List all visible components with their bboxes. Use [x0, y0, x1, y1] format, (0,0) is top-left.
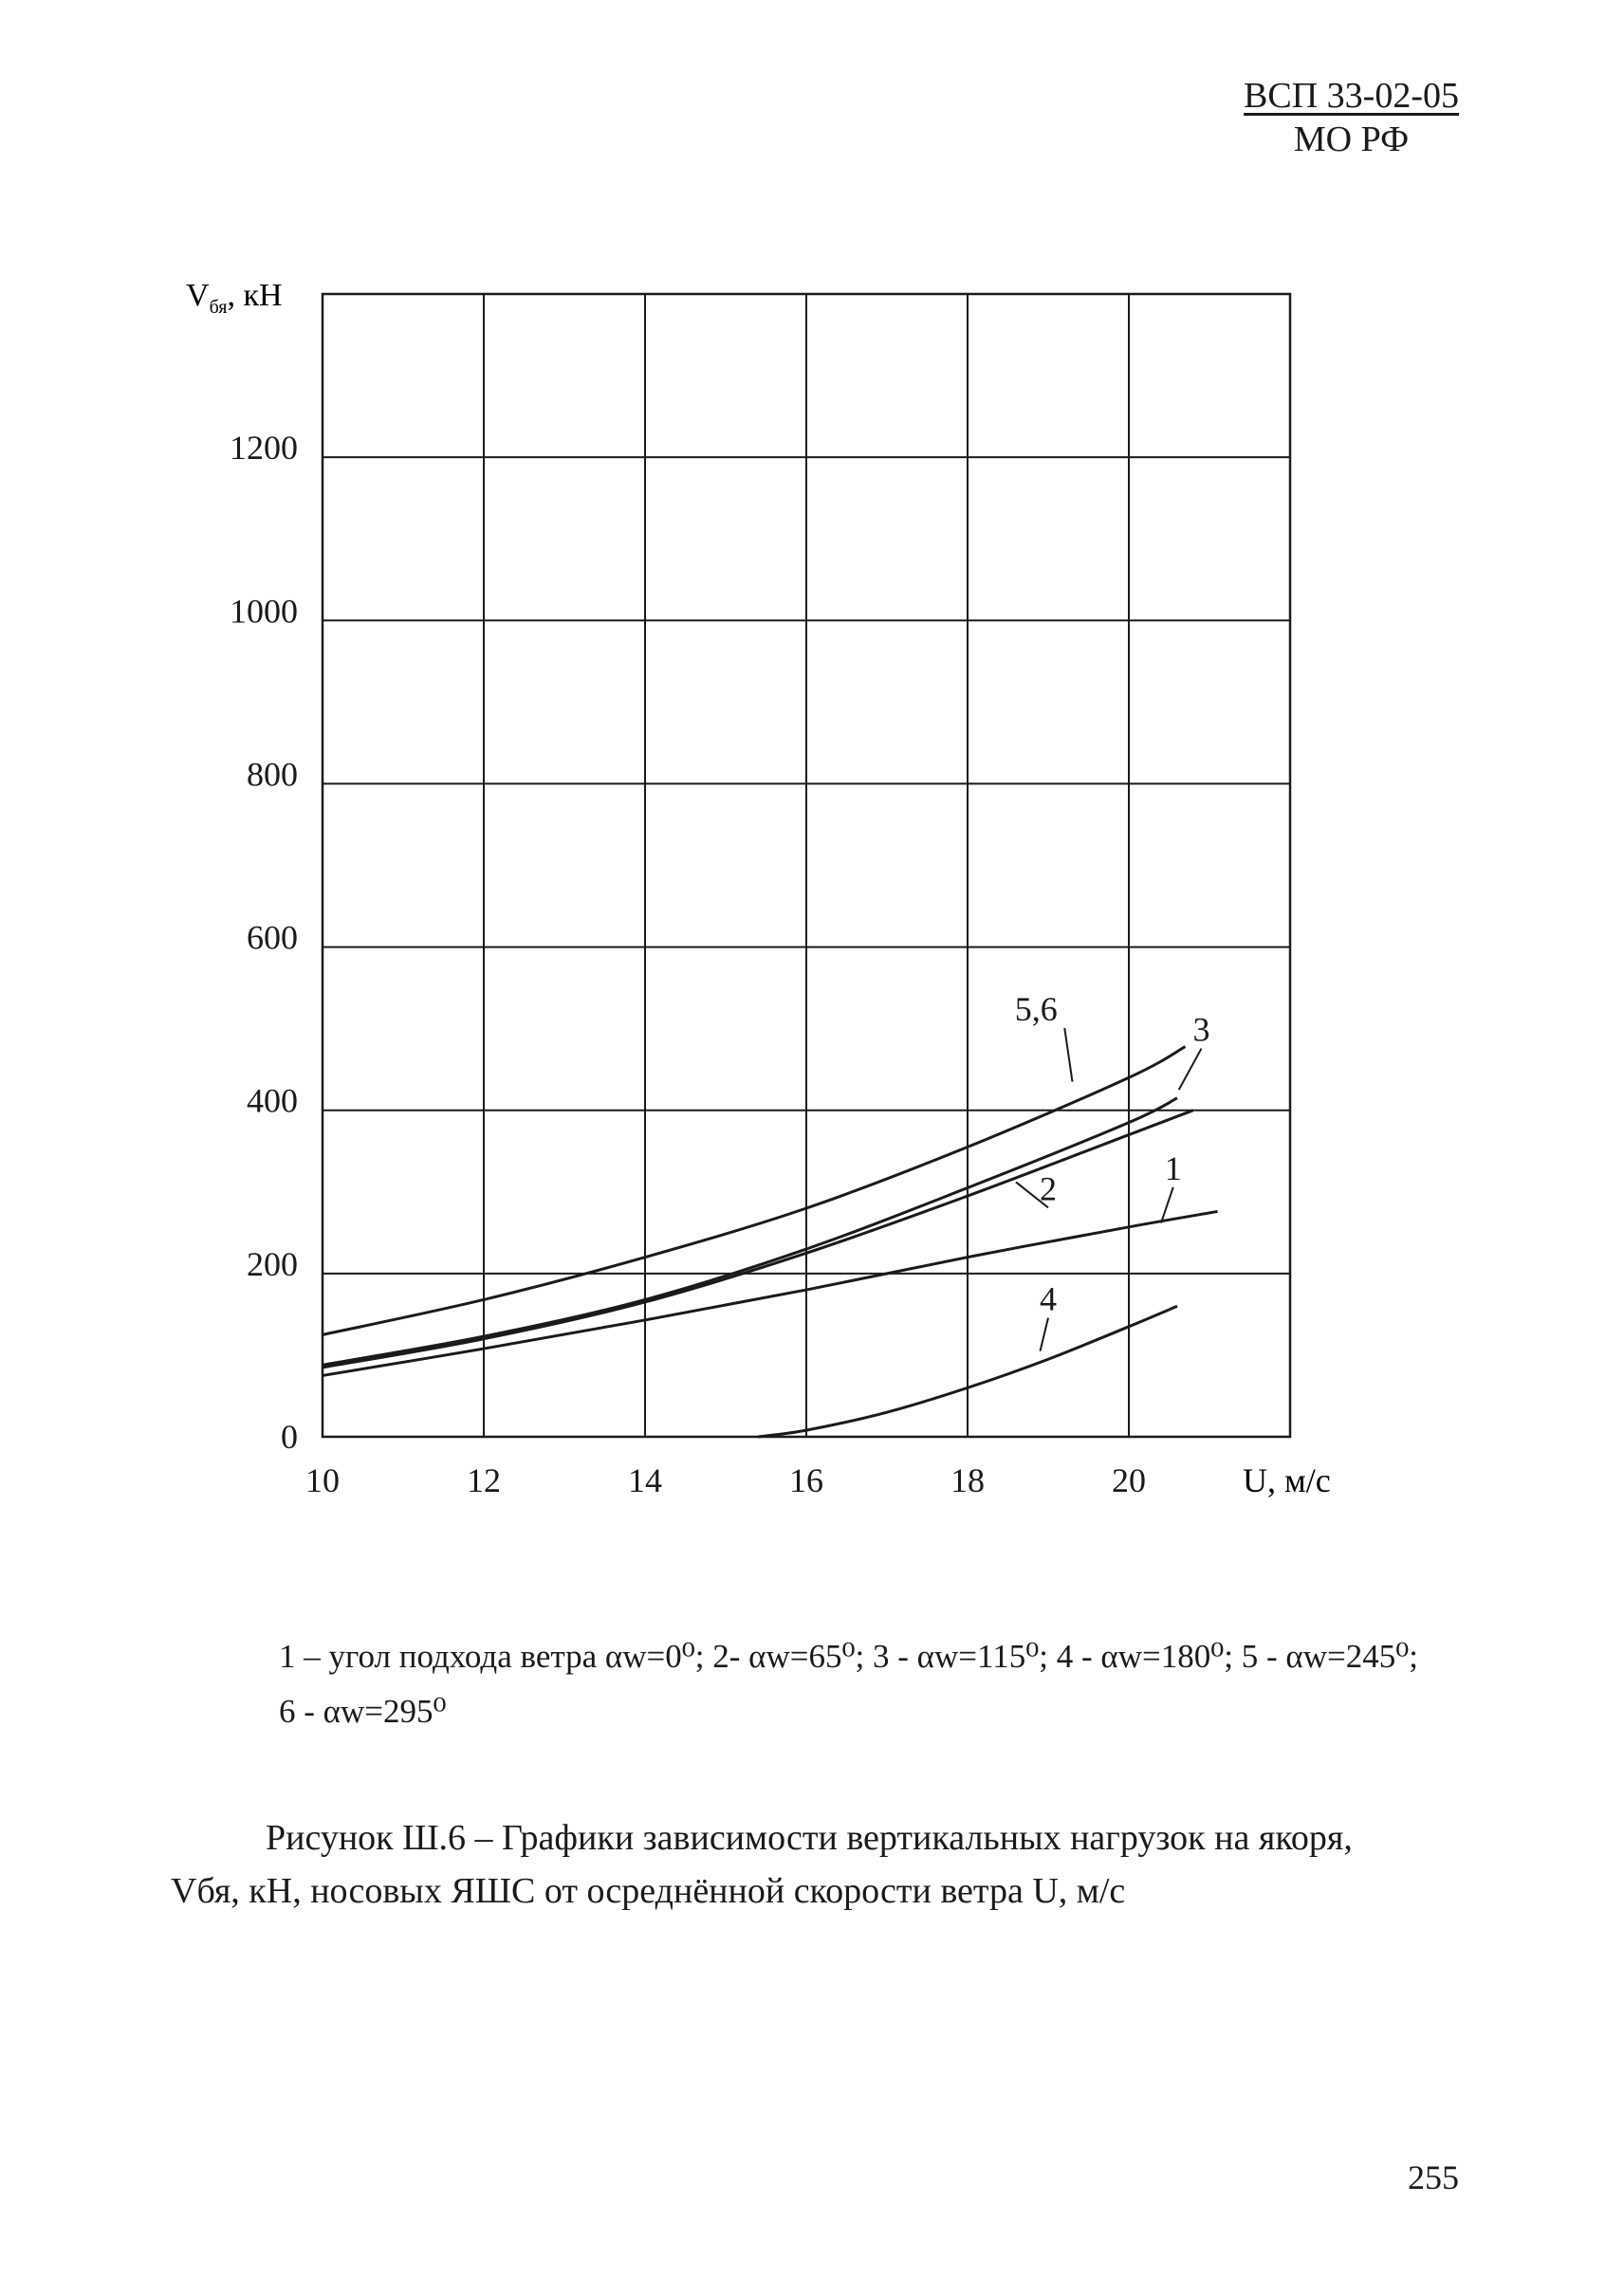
legend-line-2: 6 - αw=295⁰: [279, 1693, 447, 1730]
chart-ticks: [230, 429, 1146, 1499]
chart-curve-labels: [1015, 990, 1210, 1351]
caption-line-2: Vбя, кН, носовых ЯШС от осреднённой скорости ветра U, м/с: [171, 1871, 1126, 1911]
curve-label: 5,6: [1014, 990, 1058, 1029]
x-tick-label: 14: [628, 1461, 662, 1499]
curve-label-leader: [1161, 1187, 1173, 1223]
y-tick-label: 1200: [230, 429, 298, 468]
chart-series: [323, 1047, 1218, 1437]
series-line-3: [323, 1098, 1177, 1365]
y-axis-label-sub: бя: [209, 297, 228, 318]
y-axis-label-unit: , кН: [227, 278, 283, 313]
y-axis-label-main: V: [186, 278, 210, 313]
curve-label: 2: [1040, 1169, 1057, 1208]
x-tick-label: 20: [1112, 1461, 1146, 1499]
curve-label: 3: [1192, 1010, 1210, 1049]
x-tick-label: 10: [305, 1461, 340, 1499]
doc-code: ВСП 33-02-05: [1244, 76, 1459, 116]
figure-caption: [171, 1811, 1404, 1918]
series-line-1: [323, 1211, 1218, 1375]
curve-label-leader: [1064, 1028, 1072, 1082]
x-tick-label: 12: [467, 1461, 501, 1499]
legend-line-1: 1 – угол подхода ветра αw=0⁰; 2- αw=65⁰; 3 - αw=115⁰; 4 - αw=180⁰; 5 - αw=245⁰;: [279, 1638, 1418, 1675]
y-tick-label: 400: [247, 1081, 298, 1120]
curve-label: 1: [1164, 1148, 1182, 1187]
y-tick-label: 800: [247, 755, 298, 794]
y-tick-label: 200: [247, 1244, 298, 1283]
legend-text: [279, 1629, 1512, 1739]
x-axis-label: U, м/с: [1243, 1461, 1331, 1499]
chart-grid: [323, 294, 1290, 1437]
caption-line-1: Рисунок Ш.6 – Графики зависимости вертикальных нагрузок на якоря,: [266, 1818, 1353, 1858]
y-tick-label: 0: [281, 1418, 298, 1456]
doc-org: МО РФ: [1293, 119, 1410, 159]
x-tick-label: 18: [950, 1461, 985, 1499]
page-number: 255: [1408, 2158, 1459, 2196]
y-axis-label: [186, 278, 283, 318]
x-tick-label: 16: [789, 1461, 823, 1499]
curve-label-leader: [1179, 1049, 1202, 1091]
curve-label: 4: [1040, 1279, 1057, 1318]
y-tick-label: 600: [247, 918, 298, 957]
curve-label-leader: [1041, 1318, 1049, 1351]
y-tick-label: 1000: [230, 592, 298, 631]
